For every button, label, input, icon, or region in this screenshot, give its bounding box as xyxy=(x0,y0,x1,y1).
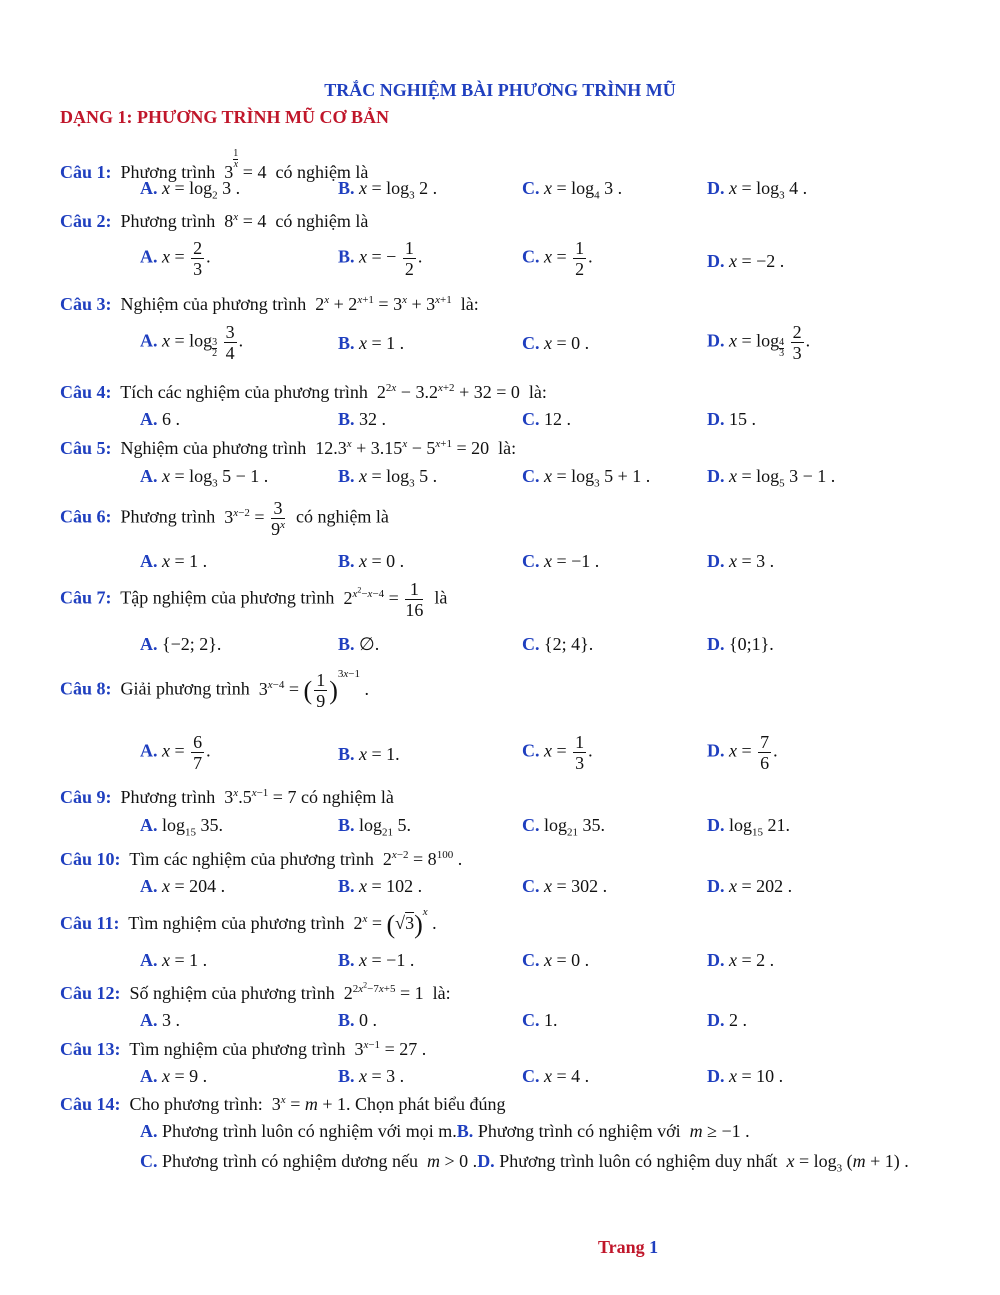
question-13 xyxy=(60,1039,426,1060)
option-c: C. 1. xyxy=(522,1010,558,1030)
question-3 xyxy=(60,294,479,315)
question-text: Tìm nghiệm của phương trình xyxy=(128,913,345,934)
question-6 xyxy=(60,498,389,539)
question-text: có nghiệm là xyxy=(275,211,369,231)
question-label: Câu 9: xyxy=(60,787,112,807)
option-c: C. x = $\frac{1}{3}$ . xyxy=(522,732,593,773)
question-text: có nghiệm là xyxy=(300,787,394,807)
question-text: . Chọn phát biểu đúng xyxy=(346,1094,506,1114)
option-c: C. {2; 4}. xyxy=(522,634,594,654)
option-b: B. $x = \log_3 2$ . xyxy=(338,178,438,202)
option-d: D. 2 . xyxy=(707,1010,747,1030)
question-text: có nghiệm là xyxy=(275,162,369,182)
option-a-b: A. Phương trình luôn có nghiệm với mọi m.B. Phương trình có nghiệm với m ≥ −1 . xyxy=(140,1121,750,1141)
option-a: A. $\log_{15} 35$. xyxy=(140,815,224,839)
question-text: là: xyxy=(528,382,547,402)
question-text: là: xyxy=(460,294,479,314)
option-d: D. {0;1}. xyxy=(707,634,774,654)
option-a: A. x = log $_{\frac{3}{2}}$ $\frac{3}{4}$ . xyxy=(140,322,244,363)
question-label: Câu 2: xyxy=(60,211,112,231)
question-2 xyxy=(60,211,368,232)
option-d: D. $x = \log_5 3 - 1$ . xyxy=(707,466,836,490)
option-a: A. $x = \log_3 5 - 1$ . xyxy=(140,466,269,490)
option-a: A. x = 1 . xyxy=(140,551,208,571)
option-a: A. x = 204 . xyxy=(140,876,226,896)
question-text: Phương trình xyxy=(120,162,216,182)
question-label: Câu 1: xyxy=(60,162,112,182)
question-label: Câu 5: xyxy=(60,438,112,458)
option-c: C. $x = \log_4 3$ . xyxy=(522,178,623,202)
equation: $3^x.5^{x-1} = 7$ xyxy=(224,787,297,807)
option-b: B. x = − $\frac{1}{2}$ . xyxy=(338,238,423,279)
option-a: A. x = 1 . xyxy=(140,950,208,970)
question-text: Phương trình xyxy=(120,787,216,807)
equation: $2^{2x^2-7x+5} = 1$ xyxy=(343,980,424,1003)
option-d: D. $x = \log_3 4$ . xyxy=(707,178,808,202)
question-12 xyxy=(60,980,451,1004)
question-text: Nghiệm của phương trình xyxy=(120,438,307,458)
option-a: A. $x = \log_2 3$ . xyxy=(140,178,241,202)
option-c: C. $\log_{21} 35$. xyxy=(522,815,606,839)
equation: $2^{x-2} = 8^{100}$ . xyxy=(382,849,463,869)
option-c: C. 12 . xyxy=(522,409,571,429)
option-d: D. x = −2 . xyxy=(707,251,785,271)
option-b: B. x = −1 . xyxy=(338,950,415,970)
question-text: Tích các nghiệm của phương trình xyxy=(120,382,368,402)
option-c-d: C. Phương trình có nghiệm dương nếu m > 0 .D. Phương trình luôn có nghiệm duy nhất $x = \log_3 (m + 1)$ . xyxy=(140,1151,909,1175)
option-d: D. x = 10 . xyxy=(707,1066,784,1086)
document-title: TRẮC NGHIỆM BÀI PHƯƠNG TRÌNH MŨ xyxy=(324,80,676,100)
question-text: Tìm các nghiệm của phương trình xyxy=(129,849,374,869)
option-a: A. {−2; 2}. xyxy=(140,634,222,654)
equation: $2^{2x} - 3.2^{x+2} + 32 = 0$ xyxy=(376,382,520,402)
question-9 xyxy=(60,787,394,808)
option-c: C. x = 0 . xyxy=(522,333,590,353)
question-8 xyxy=(60,667,369,711)
option-d: D. x = 2 . xyxy=(707,950,775,970)
option-d: D. x = 202 . xyxy=(707,876,793,896)
option-a: A. x = $\frac{6}{7}$ . xyxy=(140,732,211,773)
question-11 xyxy=(60,906,437,940)
question-text: là: xyxy=(432,983,451,1003)
question-text: là xyxy=(434,587,448,608)
question-label: Câu 3: xyxy=(60,294,112,314)
equation: $2^{x^2-x-4}$ = $\frac{1}{16}$ xyxy=(343,579,424,620)
equation: $3^x = m + 1$ xyxy=(271,1094,346,1114)
option-c: C. x = 0 . xyxy=(522,950,590,970)
option-d: D. x = 3 . xyxy=(707,551,775,571)
page-digit: 1 xyxy=(649,1237,659,1257)
option-a: A. 3 . xyxy=(140,1010,180,1030)
question-5 xyxy=(60,438,516,459)
equation: 3 $^{\frac{1}{x}}$ = 4 xyxy=(224,148,267,182)
page-word: Trang xyxy=(598,1237,645,1257)
option-b: B. x = 0 . xyxy=(338,551,405,571)
option-d: D. 15 . xyxy=(707,409,756,429)
option-b: B. x = 1. xyxy=(338,744,400,764)
equation: $3^{x-1} = 27$ . xyxy=(354,1039,427,1059)
equation: $8^x = 4$ xyxy=(224,211,267,231)
question-4 xyxy=(60,382,547,403)
option-d: D. x = $\frac{7}{6}$ . xyxy=(707,732,778,773)
question-14 xyxy=(60,1094,506,1115)
question-label: Câu 4: xyxy=(60,382,112,402)
option-b: B. ∅. xyxy=(338,634,380,654)
question-label: Câu 7: xyxy=(60,587,112,608)
question-text: là: xyxy=(498,438,517,458)
option-d: D. $\log_{15} 21$. xyxy=(707,815,791,839)
equation: $3^{x-4}$ = ( $\frac{1}{9}$ )$^{3x-1}$ . xyxy=(258,667,369,711)
question-label: Câu 13: xyxy=(60,1039,121,1059)
question-text: Giải phương trình xyxy=(120,678,250,699)
question-label: Câu 11: xyxy=(60,913,120,934)
option-c: C. $x = \log_3 5 + 1$ . xyxy=(522,466,651,490)
option-c: C. x = 302 . xyxy=(522,876,608,896)
equation: $2^x = (√3)^x$ . xyxy=(353,906,437,939)
equation: $2^x + 2^{x+1} = 3^x + 3^{x+1}$ xyxy=(315,294,452,314)
question-text: Số nghiệm của phương trình xyxy=(129,983,335,1003)
option-b: B. x = 1 . xyxy=(338,333,405,353)
option-b: B. x = 3 . xyxy=(338,1066,405,1086)
question-text: Phương trình xyxy=(120,211,216,231)
question-text: có nghiệm là xyxy=(295,506,389,527)
question-label: Câu 14: xyxy=(60,1094,121,1114)
option-b: B. 0 . xyxy=(338,1010,378,1030)
page-number xyxy=(598,1237,658,1258)
question-text: Cho phương trình: xyxy=(129,1094,263,1114)
option-a: A. x = 9 . xyxy=(140,1066,208,1086)
equation: $12.3^x + 3.15^x - 5^{x+1} = 20$ xyxy=(315,438,490,458)
option-c: C. x = 4 . xyxy=(522,1066,590,1086)
question-text: Tìm nghiệm của phương trình xyxy=(129,1039,346,1059)
question-text: Nghiệm của phương trình xyxy=(120,294,307,314)
question-7 xyxy=(60,579,447,620)
option-a: A. x = $\frac{2}{3}$ . xyxy=(140,238,211,279)
question-label: Câu 6: xyxy=(60,506,112,527)
option-b: B. $\log_{21} 5$. xyxy=(338,815,412,839)
option-b: B. x = 102 . xyxy=(338,876,423,896)
question-10 xyxy=(60,849,462,870)
question-label: Câu 8: xyxy=(60,678,112,699)
equation: $3^{x-2}$ = $\frac{3}{9^x}$ xyxy=(224,498,285,539)
question-label: Câu 12: xyxy=(60,983,121,1003)
question-label: Câu 10: xyxy=(60,849,121,869)
question-text: Phương trình xyxy=(120,506,216,527)
option-a: A. 6 . xyxy=(140,409,180,429)
option-b: B. $x = \log_3 5$ . xyxy=(338,466,438,490)
section-heading: DẠNG 1: PHƯƠNG TRÌNH MŨ CƠ BẢN xyxy=(60,107,389,127)
option-b: B. 32 . xyxy=(338,409,387,429)
question-text: Tập nghiệm của phương trình xyxy=(120,587,335,608)
option-d: D. x = log $_{\frac{4}{3}}$ $\frac{2}{3}$ . xyxy=(707,322,811,363)
option-c: C. x = −1 . xyxy=(522,551,600,571)
option-c: C. x = $\frac{1}{2}$ . xyxy=(522,238,593,279)
